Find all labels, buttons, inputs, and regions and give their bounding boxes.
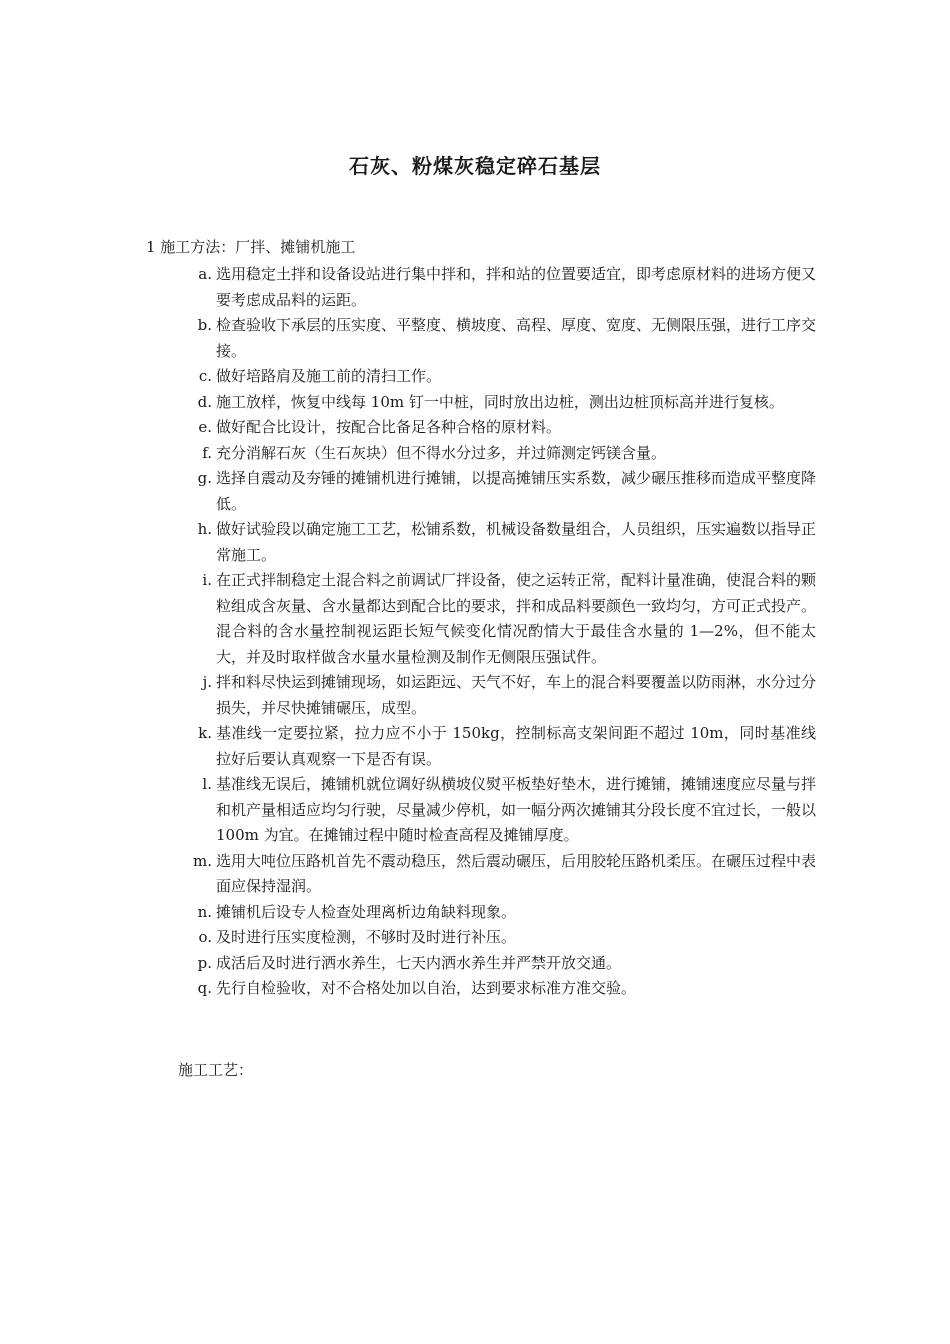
list-item-b	[176, 313, 816, 364]
document-title: 石灰、粉煤灰稳定碎石基层	[349, 154, 601, 178]
list-item-i	[176, 568, 816, 670]
list-item-text: 施工放样，恢复中线每 10m 钉一中桩，同时放出边桩，测出边桩顶标高并进行复核。	[216, 392, 784, 411]
list-marker: m.	[193, 851, 212, 870]
list-item-g	[176, 466, 816, 517]
list-item-h	[176, 517, 816, 568]
list-marker: d.	[197, 392, 212, 411]
list-item-q	[176, 976, 816, 1002]
list-marker: n.	[197, 902, 212, 921]
list-item-j	[176, 670, 816, 721]
list-marker: e.	[198, 418, 212, 436]
list-item-k	[176, 721, 816, 772]
list-marker: j.	[202, 673, 212, 691]
list-item-m	[176, 849, 816, 900]
list-marker: g.	[197, 469, 212, 487]
list-marker: o.	[198, 928, 212, 946]
subsection-label: 施工工艺：	[178, 1061, 254, 1079]
list-item-n	[176, 900, 816, 926]
list-item-text: 选用大吨位压路机首先不震动稳压，然后震动碾压，后用胶轮压路机柔压。在碾压过程中表面应保持湿润。	[216, 851, 817, 895]
list-marker: f.	[202, 443, 212, 462]
construction-steps-list	[176, 262, 816, 1002]
list-item-f	[176, 441, 816, 467]
list-marker: k.	[198, 724, 212, 742]
list-item-text: 充分消解石灰（生石灰块）但不得水分过多，并过筛测定钙镁含量。	[216, 443, 667, 462]
list-item-text: 成活后及时进行洒水养生，七天内洒水养生并严禁开放交通。	[216, 953, 622, 972]
list-item-c	[176, 364, 816, 390]
list-marker: i.	[202, 571, 212, 589]
list-marker: c.	[198, 367, 212, 385]
list-item-text: 做好试验段以确定施工工艺，松铺系数，机械设备数量组合，人员组织，压实遍数以指导正常施工。	[216, 520, 817, 564]
list-item-text: 检查验收下承层的压实度、平整度、横坡度、高程、厚度、宽度、无侧限压强，进行工序交接。	[216, 316, 817, 360]
list-marker: b.	[197, 316, 212, 334]
list-item-p	[176, 951, 816, 977]
section-heading: 1 施工方法：厂拌、摊铺机施工	[146, 238, 356, 256]
list-item-text: 做好培路肩及施工前的清扫工作。	[216, 367, 442, 385]
list-item-text: 拌和料尽快运到摊铺现场，如运距远、天气不好，车上的混合料要覆盖以防雨淋，水分过分损失，并尽快摊铺碾压，成型。	[216, 673, 817, 717]
list-item-l	[176, 772, 816, 849]
list-item-text: 摊铺机后设专人检查处理离析边角缺料现象。	[216, 902, 517, 921]
list-item-o	[176, 925, 816, 951]
list-item-text: 做好配合比设计，按配合比备足各种合格的原材料。	[216, 418, 562, 436]
list-item-e	[176, 415, 816, 441]
list-item-text: 及时进行压实度检测，不够时及时进行补压。	[216, 928, 517, 946]
list-marker: a.	[198, 265, 212, 283]
list-marker: l.	[202, 775, 212, 793]
list-item-d	[176, 390, 816, 416]
list-item-text: 先行自检验收，对不合格处加以自治，达到要求标准方准交验。	[216, 979, 637, 997]
list-marker: q.	[197, 979, 212, 997]
list-marker: h.	[197, 520, 212, 538]
list-item-text: 选择自震动及夯锤的摊铺机进行摊铺，以提高摊铺压实系数，减少碾压推移而造成平整度降低。	[216, 469, 817, 513]
list-marker: p.	[197, 953, 212, 972]
list-item-text: 基准线无误后，摊铺机就位调好纵横坡仪熨平板垫好垫木，进行摊铺，摊铺速度应尽量与拌和机产量相适应均匀行驶，尽量减少停机，如一幅分两次摊铺其分段长度不宜过长，一般以 100m 为宜。在摊铺过程中随时检查高程及摊铺厚度。	[216, 775, 817, 844]
list-item-text: 基准线一定要拉紧，拉力应不小于 150kg，控制标高支架间距不超过 10m，同时基准线拉好后要认真观察一下是否有误。	[216, 724, 816, 768]
list-item-a	[176, 262, 816, 313]
list-item-text: 选用稳定土拌和设备设站进行集中拌和，拌和站的位置要适宜，即考虑原材料的进场方便又要考虑成品料的运距。	[216, 265, 817, 309]
list-item-text: 在正式拌制稳定土混合料之前调试厂拌设备，使之运转正常，配料计量准确，使混合料的颗粒组成含灰量、含水量都达到配合比的要求，拌和成品料要颜色一致均匀，方可正式投产。混合料的含水量控制视运距长短气候变化情况酌情大于最佳含水量的 1—2%，但不能太大，并及时取样做含水量水量检测及制作无侧限压强试件。	[216, 571, 817, 666]
